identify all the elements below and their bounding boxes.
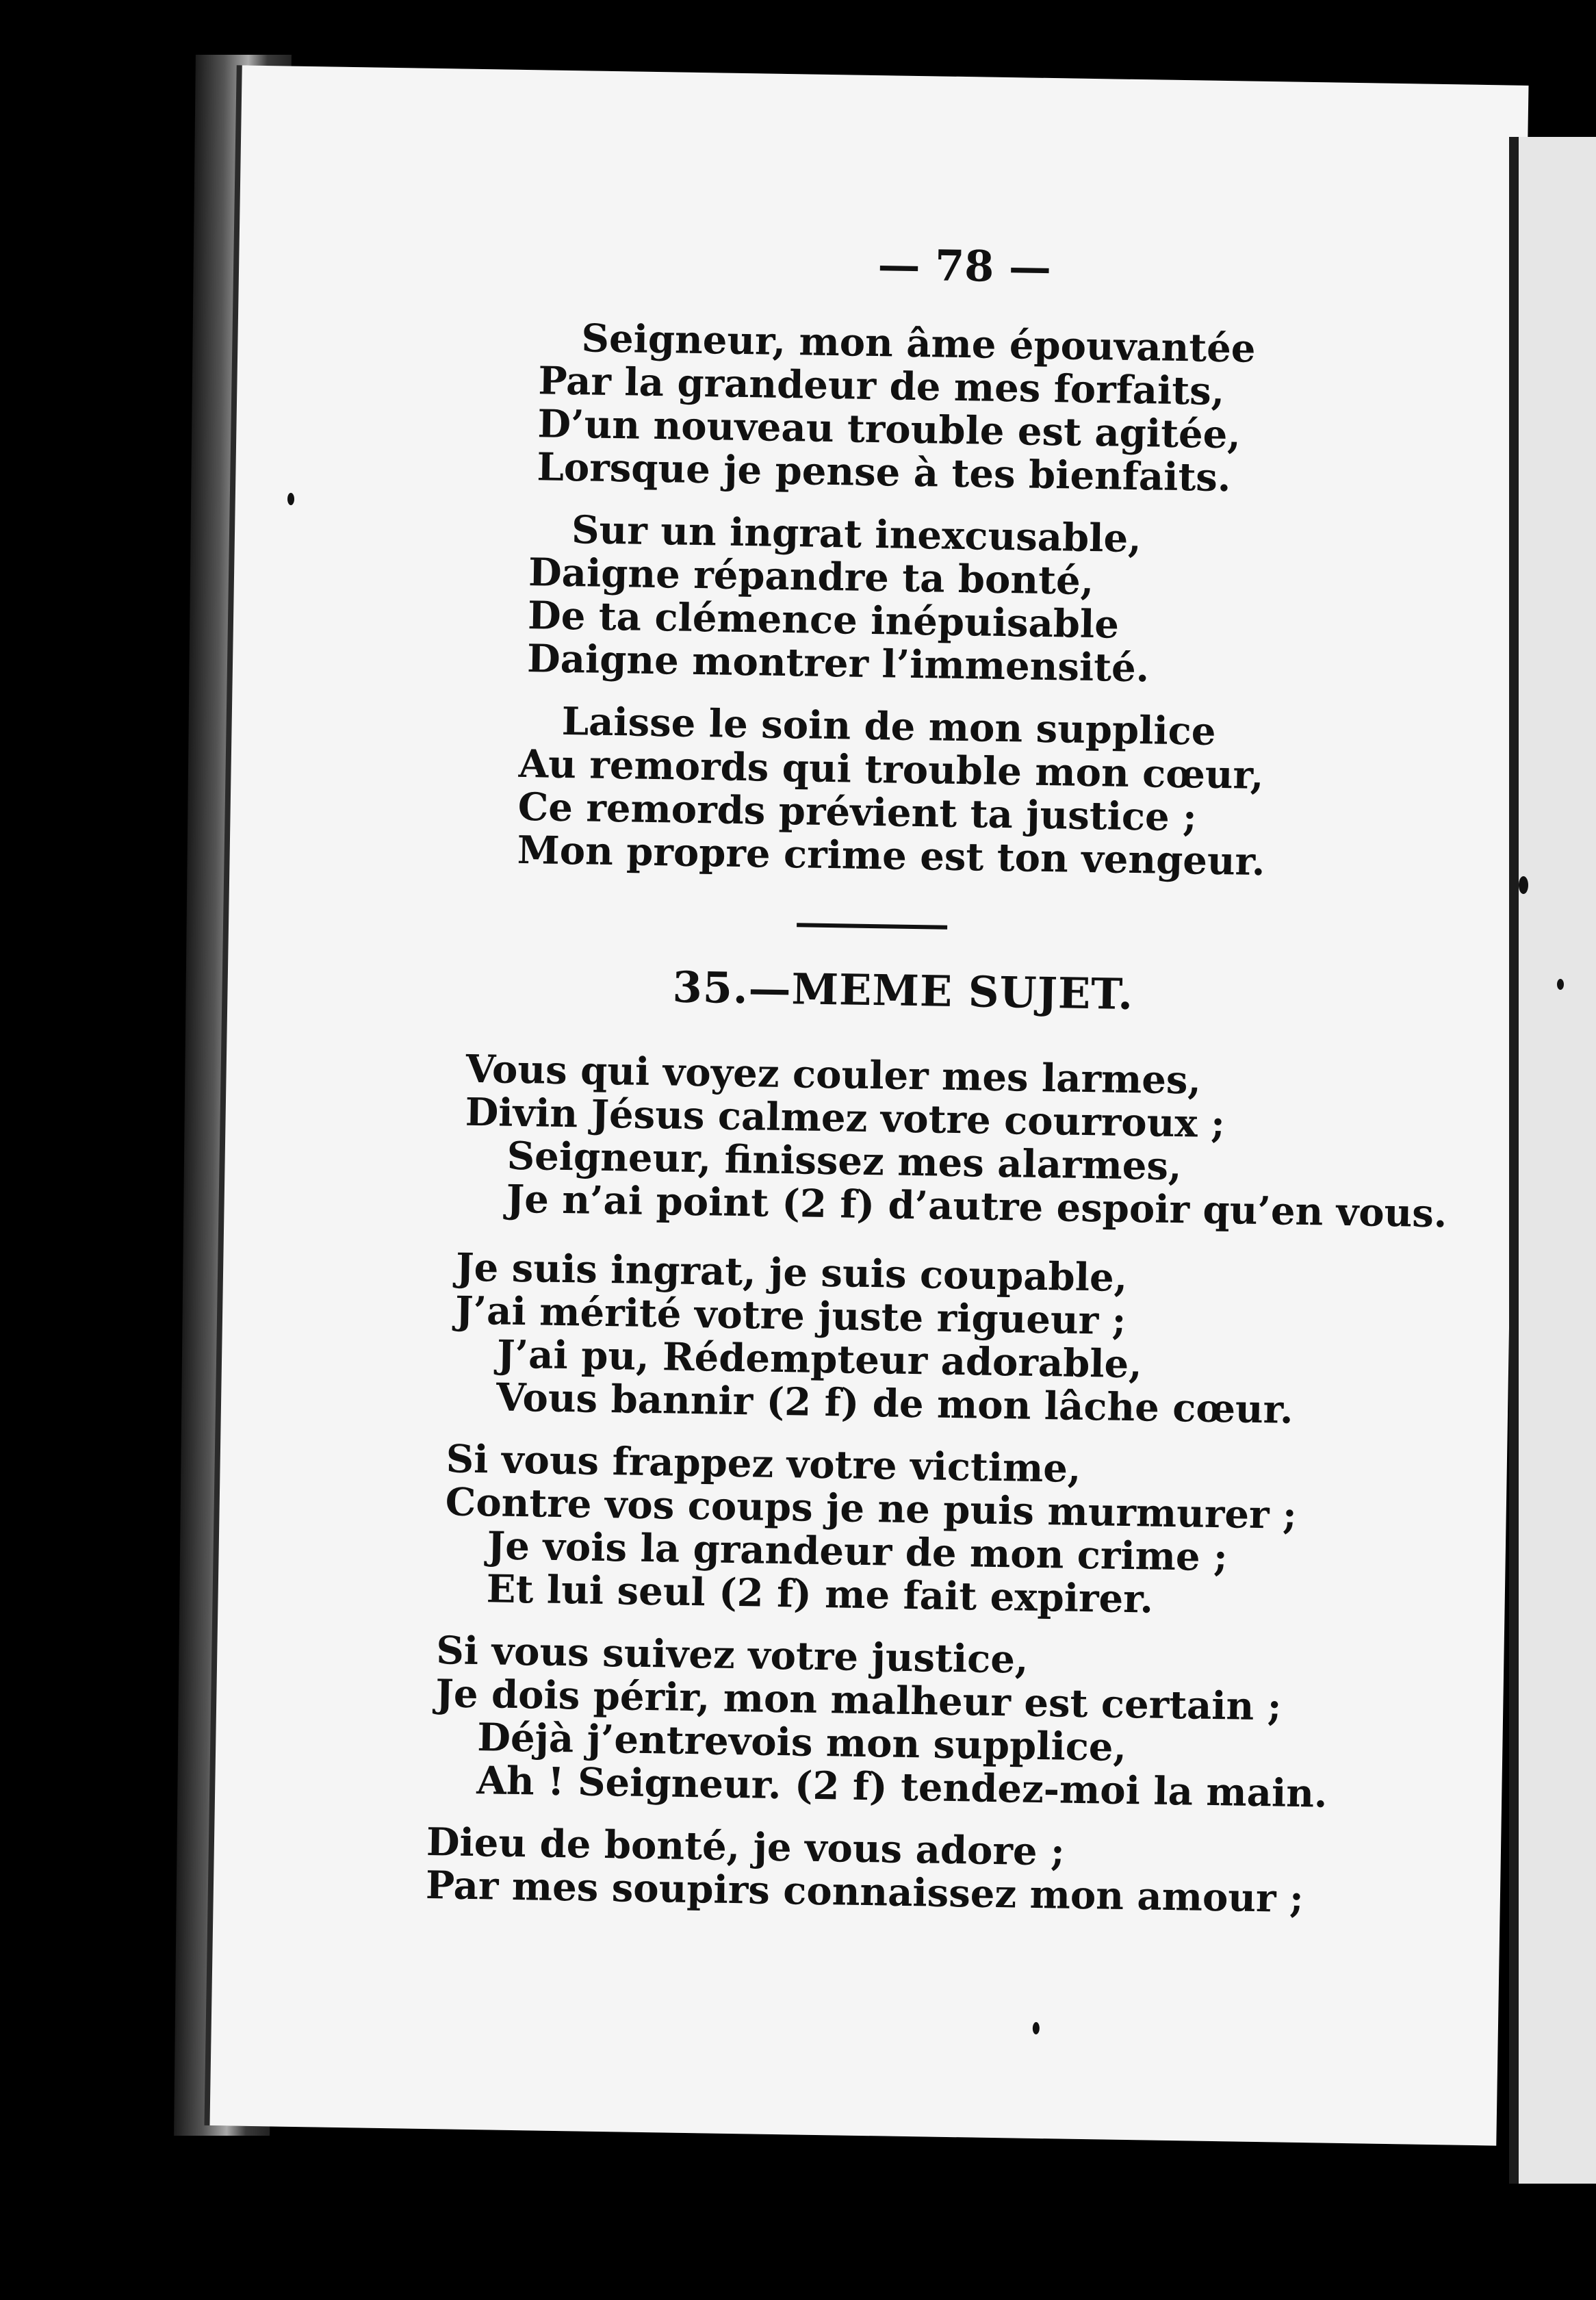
section-divider [797,923,947,929]
verse-line: Laisse le soin de mon supplice [561,698,1216,754]
page-number: — 78 — [877,240,1052,293]
verse-line: Sur un ingrat inexcusable, [571,507,1142,562]
verse-line: Vous bannir (2 f) de mon lâche cœur. [495,1375,1294,1433]
book-page [209,65,1528,2145]
stanza-1 [537,316,1256,500]
stanza-7 [434,1629,1330,1815]
verse-line: Et lui seul (2 f) me fait expirer. [486,1566,1154,1622]
verse-line: Je n’ai point (2 f) d’autre espoir qu’en vous. [506,1176,1447,1237]
verse-line: Je dois périr, mon malheur est certain ; [435,1671,1282,1730]
verse-line: Mon propre crime est ton vengeur. [517,827,1265,885]
verse-line: Contre vos coups je ne puis murmurer ; [445,1479,1298,1538]
ink-speck [1033,2022,1040,2034]
verse-line: J’ai pu, Rédempteur adorable, [496,1331,1143,1388]
verse-line: Lorsque je pense à tes bienfaits. [537,444,1231,501]
verse-line: Divin Jésus calmez votre courroux ; [465,1089,1226,1147]
verse-line: Je suis ingrat, je suis coupable, [455,1244,1128,1301]
facing-page-edge [1509,137,1596,2184]
verse-line: De ta clémence inépuisable [527,593,1120,648]
verse-line: Si vous suivez votre justice, [435,1628,1029,1683]
verse-line: D’un nouveau trouble est agitée, [537,401,1241,458]
stanza-4 [463,1048,1449,1236]
section-heading: 35.—MEME SUJET. [672,962,1134,1020]
verse-line: Si vous frappez votre victime, [446,1436,1081,1492]
ink-speck [1519,876,1528,894]
stanza-5 [454,1244,1296,1433]
verse-line: Seigneur, mon âme épouvantée [581,316,1256,372]
ink-speck [1557,979,1564,990]
verse-line: Au remords qui trouble mon cœur, [518,741,1264,798]
stanza-2 [527,508,1152,690]
verse-line: Vous qui voyez couler mes larmes, [465,1046,1202,1103]
verse-line: Dieu de bonté, je vous adore ; [426,1819,1066,1875]
verse-line: Je vois la grandeur de mon crime ; [487,1523,1228,1581]
verse-line: Par la grandeur de mes forfaits, [538,358,1225,415]
verse-line: J’ai mérité votre juste rigueur ; [454,1288,1127,1344]
verse-line: Ah ! Seigneur. (2 f) tendez-moi la main. [476,1758,1328,1817]
verse-line: Par mes soupirs connaissez mon amour ; [425,1862,1304,1922]
verse-line: Ce remords prévient ta justice ; [517,784,1198,841]
ink-speck [287,493,294,505]
verse-line: Seigneur, finissez mes alarmes, [506,1133,1183,1190]
stanza-3 [517,700,1267,884]
verse-line: Daigne répandre ta bonté, [528,550,1094,604]
verse-line: Daigne montrer l’immensité. [526,636,1150,691]
stanza-6 [443,1438,1298,1624]
stanza-8 [426,1821,1305,1921]
verse-line: Déjà j’entrevois mon supplice, [476,1715,1127,1771]
